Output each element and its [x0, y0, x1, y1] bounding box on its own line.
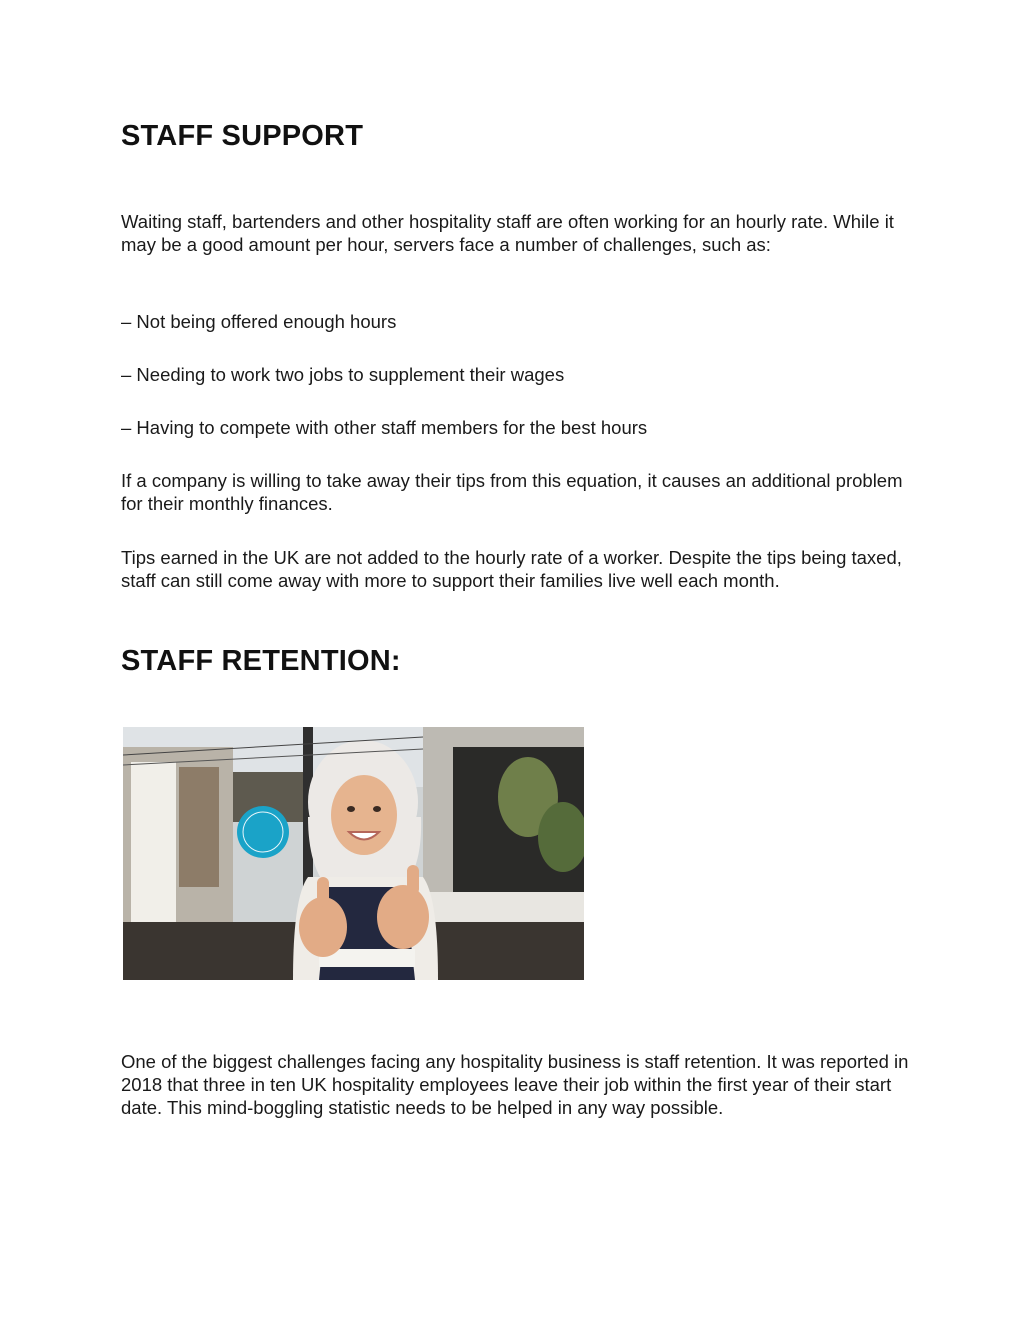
support-intro-paragraph: Waiting staff, bartenders and other hospitality staff are often working for an hourly rate. While it may be a good amount per hour, servers face a number of challenges, such as:	[121, 211, 894, 255]
staff-support-heading: STAFF SUPPORT	[121, 120, 364, 152]
retention-paragraph: One of the biggest challenges facing any hospitality business is staff retention. It was reported in 2018 that three in ten UK hospitality employees leave their job within the first year of their start date. This mind-boggling statistic needs to be helped in any way possible.	[121, 1051, 909, 1118]
waitress-thumbs-up-photo	[123, 727, 584, 980]
fair-tipping-sign	[237, 806, 289, 858]
challenge-item-hours: – Not being offered enough hours	[121, 311, 397, 332]
staff-retention-heading: STAFF RETENTION:	[121, 645, 401, 677]
tips-uk-paragraph: Tips earned in the UK are not added to the hourly rate of a worker. Despite the tips being taxed, staff can still come away with more to support their families live well each month.	[121, 547, 902, 591]
tips-equation-paragraph: If a company is willing to take away their tips from this equation, it causes an additional problem for their monthly finances.	[121, 470, 903, 514]
challenge-item-two-jobs: – Needing to work two jobs to supplement their wages	[121, 364, 565, 385]
challenge-item-compete: – Having to compete with other staff members for the best hours	[121, 417, 648, 438]
